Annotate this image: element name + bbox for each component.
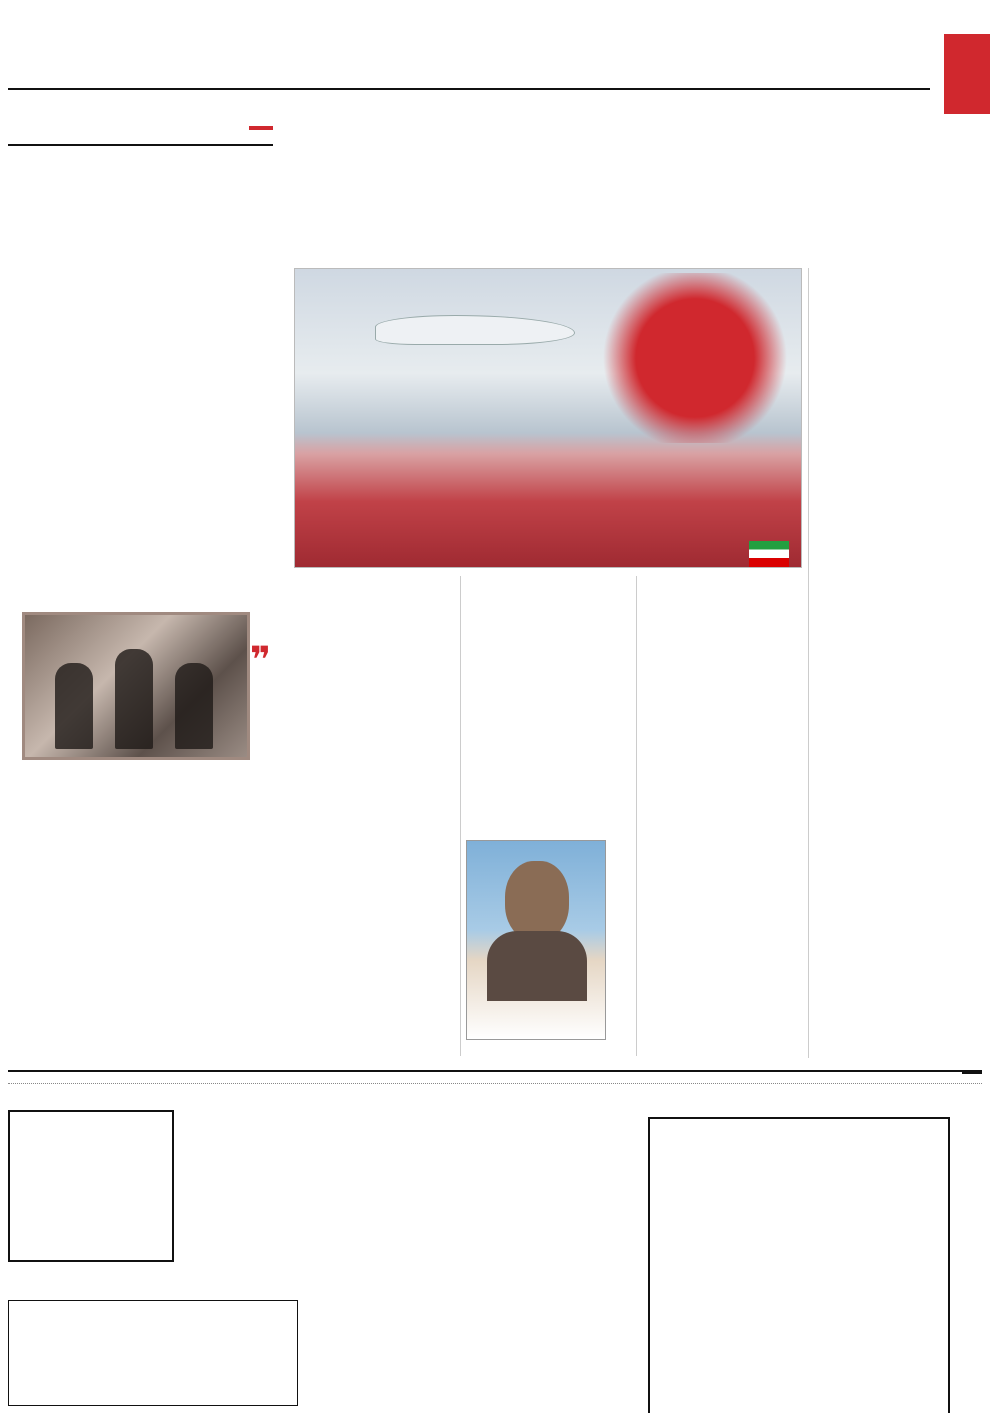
article-column-2 <box>642 576 802 1056</box>
down-clues <box>312 1316 638 1410</box>
sidebar-lower <box>8 642 273 1062</box>
section-logo <box>395 34 595 114</box>
hero-image <box>294 268 802 568</box>
across-clues <box>312 1162 638 1292</box>
puzzle-section-tag <box>962 1072 982 1074</box>
column-rule <box>636 576 637 1056</box>
sidebar-rule <box>8 144 273 146</box>
brand-logo <box>944 34 990 114</box>
sidebar-column-left <box>8 210 133 600</box>
sidebar-column-right <box>148 210 273 600</box>
puzzle-band-rule <box>8 1070 982 1084</box>
iran-flag-icon <box>749 541 789 567</box>
solution-grid <box>8 1300 298 1406</box>
article-column-1 <box>814 520 984 1060</box>
portrait-face <box>505 861 569 941</box>
column-rule <box>460 576 461 1056</box>
crossword-grid[interactable] <box>648 1117 950 1413</box>
pull-quote <box>148 642 273 732</box>
column-rule <box>808 268 809 1058</box>
sidebar-tag <box>249 126 273 130</box>
blood-splash-shape <box>595 273 795 443</box>
article-intro <box>814 268 984 518</box>
sidebar-lower-left <box>8 646 133 1041</box>
quote-mark-icon: ❞ <box>249 640 271 681</box>
article-column-4 <box>294 576 454 1056</box>
sudoku-grid[interactable] <box>8 1110 174 1262</box>
portrait-body <box>487 931 587 1001</box>
airplane-shape <box>375 315 575 345</box>
book-review-sidebar <box>8 126 273 696</box>
martyr-portrait <box>466 840 606 1040</box>
masthead <box>0 0 990 120</box>
header-rule <box>8 88 930 90</box>
sidebar-lower-right <box>148 730 273 1020</box>
article-column-3 <box>466 576 630 834</box>
